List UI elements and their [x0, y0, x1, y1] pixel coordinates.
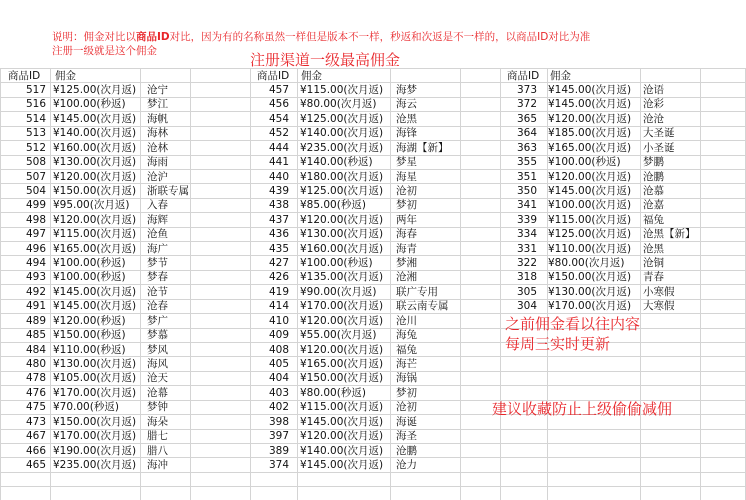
commission-cell[interactable]: ¥130.00(次月返) — [53, 156, 137, 169]
product-name-cell[interactable]: 海星 — [396, 170, 417, 183]
product-id-cell[interactable]: 499 — [25, 199, 46, 212]
product-id-cell[interactable]: 517 — [25, 84, 46, 96]
product-name-cell[interactable]: 梦星 — [396, 156, 417, 169]
product-id-cell[interactable]: 513 — [25, 127, 46, 140]
product-name-cell[interactable]: 海青 — [396, 242, 417, 255]
commission-cell[interactable]: ¥120.00(次月返) — [548, 170, 632, 183]
product-id-cell[interactable]: 305 — [516, 285, 537, 298]
commission-cell[interactable]: ¥145.00(次月返) — [548, 98, 632, 111]
product-name-cell[interactable]: 海林 — [147, 127, 168, 140]
product-name-cell[interactable]: 青春 — [643, 271, 664, 284]
product-name-cell[interactable]: 海雨 — [147, 156, 168, 169]
product-name-cell[interactable]: 梦春 — [147, 271, 168, 284]
product-name-cell[interactable]: 梦湘 — [396, 257, 417, 270]
commission-cell[interactable]: ¥170.00(次月返) — [53, 386, 137, 399]
header-id-3[interactable]: 商品ID — [507, 70, 540, 82]
product-id-cell[interactable]: 350 — [516, 184, 537, 197]
product-id-cell[interactable]: 426 — [268, 271, 289, 284]
commission-cell[interactable]: ¥125.00(次月返) — [300, 112, 384, 125]
commission-cell[interactable]: ¥160.00(次月返) — [300, 242, 384, 255]
product-name-cell[interactable]: 沧铜 — [643, 257, 664, 270]
product-name-cell[interactable]: 沧语 — [643, 84, 664, 96]
header-commission-3[interactable]: 佣金 — [550, 70, 571, 82]
product-name-cell[interactable]: 海芒 — [396, 357, 417, 370]
commission-cell[interactable]: ¥140.00(次月返) — [300, 444, 384, 457]
product-id-cell[interactable]: 404 — [268, 372, 289, 385]
product-name-cell[interactable]: 沧沧 — [643, 112, 664, 125]
product-name-cell[interactable]: 沧力 — [396, 458, 417, 471]
product-id-cell[interactable]: 456 — [268, 98, 289, 111]
product-name-cell[interactable]: 梦初 — [396, 386, 417, 399]
commission-cell[interactable]: ¥115.00(次月返) — [300, 84, 384, 96]
product-id-cell[interactable]: 508 — [25, 156, 46, 169]
commission-cell[interactable]: ¥120.00(次月返) — [53, 170, 137, 183]
commission-cell[interactable]: ¥165.00(次月返) — [548, 141, 632, 154]
commission-cell[interactable]: ¥125.00(次月返) — [53, 84, 137, 96]
product-id-cell[interactable]: 485 — [25, 329, 46, 342]
product-id-cell[interactable]: 465 — [25, 458, 46, 471]
product-name-cell[interactable]: 梦慕 — [147, 329, 168, 342]
commission-cell[interactable]: ¥105.00(次月返) — [53, 372, 137, 385]
product-name-cell[interactable]: 腊七 — [147, 430, 168, 443]
product-id-cell[interactable]: 351 — [516, 170, 537, 183]
product-name-cell[interactable]: 沧林 — [147, 141, 168, 154]
product-name-cell[interactable]: 海冲 — [147, 458, 168, 471]
commission-cell[interactable]: ¥140.00(次月返) — [53, 127, 137, 140]
commission-cell[interactable]: ¥160.00(次月返) — [53, 141, 137, 154]
grid-col-line — [140, 68, 141, 500]
commission-cell[interactable]: ¥100.00(秒返) — [53, 257, 126, 270]
product-name-cell[interactable]: 沧彩 — [643, 98, 664, 111]
commission-cell[interactable]: ¥120.00(次月返) — [300, 430, 384, 443]
commission-cell[interactable]: ¥150.00(次月返) — [53, 184, 137, 197]
update-note-line-1: 之前佣金看以往内容 — [505, 315, 641, 333]
product-id-cell[interactable]: 493 — [25, 271, 46, 284]
commission-cell[interactable]: ¥145.00(次月返) — [300, 458, 384, 471]
commission-cell[interactable]: ¥95.00(次月返) — [53, 199, 130, 212]
product-id-cell[interactable]: 437 — [268, 213, 289, 226]
commission-cell[interactable]: ¥80.00(次月返) — [300, 98, 377, 111]
commission-cell[interactable]: ¥110.00(秒返) — [53, 343, 126, 356]
product-name-cell[interactable]: 联广专用 — [396, 285, 438, 298]
product-id-cell[interactable]: 478 — [25, 372, 46, 385]
commission-cell[interactable]: ¥150.00(次月返) — [548, 271, 632, 284]
product-name-cell[interactable]: 沧慕 — [643, 184, 664, 197]
commission-cell[interactable]: ¥125.00(次月返) — [548, 228, 632, 241]
product-id-cell[interactable]: 466 — [25, 444, 46, 457]
product-name-cell[interactable]: 海诞 — [396, 415, 417, 428]
product-name-cell[interactable]: 沧宁 — [147, 84, 168, 96]
product-id-cell[interactable]: 512 — [25, 141, 46, 154]
product-id-cell[interactable]: 514 — [25, 112, 46, 125]
product-id-cell[interactable]: 403 — [268, 386, 289, 399]
product-name-cell[interactable]: 沧湘 — [396, 271, 417, 284]
product-id-cell[interactable]: 438 — [268, 199, 289, 212]
product-name-cell[interactable]: 海广 — [147, 242, 168, 255]
product-id-cell[interactable]: 331 — [516, 242, 537, 255]
product-name-cell[interactable]: 小圣诞 — [643, 141, 675, 154]
header-id-2[interactable]: 商品ID — [257, 70, 290, 82]
product-id-cell[interactable]: 304 — [516, 300, 537, 313]
product-id-cell[interactable]: 398 — [268, 415, 289, 428]
commission-cell[interactable]: ¥145.00(次月返) — [53, 112, 137, 125]
commission-cell[interactable]: ¥85.00(秒返) — [300, 199, 366, 212]
product-id-cell[interactable]: 441 — [268, 156, 289, 169]
product-name-cell[interactable]: 海锅 — [396, 372, 417, 385]
commission-cell[interactable]: ¥100.00(秒返) — [53, 271, 126, 284]
product-id-cell[interactable]: 341 — [516, 199, 537, 212]
commission-cell[interactable]: ¥115.00(次月返) — [53, 228, 137, 241]
product-id-cell[interactable]: 457 — [268, 84, 289, 96]
product-name-cell[interactable]: 沧黑【新】 — [643, 228, 696, 241]
product-name-cell[interactable]: 沧沪 — [147, 170, 168, 183]
product-name-cell[interactable]: 海春 — [396, 228, 417, 241]
commission-cell[interactable]: ¥140.00(次月返) — [300, 127, 384, 140]
commission-cell[interactable]: ¥235.00(次月返) — [53, 458, 137, 471]
product-name-cell[interactable]: 福兔 — [643, 213, 664, 226]
product-id-cell[interactable]: 318 — [516, 271, 537, 284]
product-id-cell[interactable]: 492 — [25, 285, 46, 298]
product-id-cell[interactable]: 507 — [25, 170, 46, 183]
product-name-cell[interactable]: 海云 — [396, 98, 417, 111]
product-name-cell[interactable]: 梦广 — [147, 314, 168, 327]
commission-cell[interactable]: ¥190.00(次月返) — [53, 444, 137, 457]
commission-cell[interactable]: ¥80.00(秒返) — [300, 386, 366, 399]
product-id-cell[interactable]: 355 — [516, 156, 537, 169]
note-line-1: 说明：佣金对比以商品ID对比，因为有的名称虽然一样但是版本不一样，秒返和次返是不一样的，以商品ID对比为准 — [52, 31, 591, 43]
product-id-cell[interactable]: 372 — [516, 98, 537, 111]
grid-row-line — [0, 472, 746, 473]
commission-cell[interactable]: ¥170.00(次月返) — [548, 300, 632, 313]
product-id-cell[interactable]: 364 — [516, 127, 537, 140]
product-name-cell[interactable]: 沧幕 — [147, 386, 168, 399]
grid-col-line — [0, 68, 1, 500]
commission-cell[interactable]: ¥120.00(次月返) — [300, 213, 384, 226]
commission-cell[interactable]: ¥135.00(次月返) — [300, 271, 384, 284]
product-name-cell[interactable]: 海兔 — [396, 329, 417, 342]
product-id-cell[interactable]: 467 — [25, 430, 46, 443]
product-name-cell[interactable]: 沧初 — [396, 184, 417, 197]
product-name-cell[interactable]: 联云南专属 — [396, 300, 449, 313]
product-id-cell[interactable]: 491 — [25, 300, 46, 313]
commission-cell[interactable]: ¥100.00(秒返) — [548, 156, 621, 169]
product-id-cell[interactable]: 484 — [25, 343, 46, 356]
commission-cell[interactable]: ¥130.00(次月返) — [300, 228, 384, 241]
product-name-cell[interactable]: 海圣 — [396, 430, 417, 443]
product-name-cell[interactable]: 入春 — [147, 199, 168, 212]
product-id-cell[interactable]: 494 — [25, 257, 46, 270]
grid-col-line — [640, 68, 641, 500]
commission-cell[interactable]: ¥235.00(次月返) — [300, 141, 384, 154]
product-id-cell[interactable]: 402 — [268, 401, 289, 414]
product-name-cell[interactable]: 小寒假 — [643, 285, 675, 298]
product-name-cell[interactable]: 沧鹏 — [643, 170, 664, 183]
commission-cell[interactable]: ¥170.00(次月返) — [300, 300, 384, 313]
product-id-cell[interactable]: 397 — [268, 430, 289, 443]
note-line-2: 注册一级就是这个佣金 — [52, 45, 157, 57]
product-id-cell[interactable]: 476 — [25, 386, 46, 399]
product-id-cell[interactable]: 480 — [25, 357, 46, 370]
commission-cell[interactable]: ¥100.00(秒返) — [300, 257, 373, 270]
product-name-cell[interactable]: 沧初 — [396, 401, 417, 414]
product-id-cell[interactable]: 405 — [268, 357, 289, 370]
product-name-cell[interactable]: 梦鹏 — [643, 156, 664, 169]
product-id-cell[interactable]: 440 — [268, 170, 289, 183]
product-id-cell[interactable]: 444 — [268, 141, 289, 154]
product-name-cell[interactable]: 海帆 — [147, 112, 168, 125]
commission-cell[interactable]: ¥115.00(次月返) — [548, 213, 632, 226]
commission-cell[interactable]: ¥115.00(次月返) — [300, 401, 384, 414]
header-commission-1[interactable]: 佣金 — [55, 70, 76, 82]
product-name-cell[interactable]: 沧春 — [147, 300, 168, 313]
product-name-cell[interactable]: 海风 — [147, 357, 168, 370]
commission-cell[interactable]: ¥120.00(秒返) — [53, 314, 126, 327]
product-id-cell[interactable]: 439 — [268, 184, 289, 197]
page-heading: 注册渠道一级最高佣金 — [250, 51, 401, 69]
product-id-cell[interactable]: 454 — [268, 112, 289, 125]
product-id-cell[interactable]: 427 — [268, 257, 289, 270]
grid-col-line — [50, 68, 51, 500]
product-name-cell[interactable]: 大寒假 — [643, 300, 675, 313]
product-id-cell[interactable]: 504 — [25, 184, 46, 197]
commission-cell[interactable]: ¥150.00(次月返) — [53, 415, 137, 428]
commission-cell[interactable]: ¥130.00(次月返) — [548, 285, 632, 298]
commission-cell[interactable]: ¥120.00(次月返) — [300, 314, 384, 327]
commission-cell[interactable]: ¥145.00(次月返) — [300, 415, 384, 428]
commission-cell[interactable]: ¥180.00(次月返) — [300, 170, 384, 183]
product-name-cell[interactable]: 沧黑 — [396, 112, 417, 125]
product-id-cell[interactable]: 410 — [268, 314, 289, 327]
product-id-cell[interactable]: 409 — [268, 329, 289, 342]
product-id-cell[interactable]: 389 — [268, 444, 289, 457]
product-name-cell[interactable]: 沧嘉 — [643, 199, 664, 212]
product-name-cell[interactable]: 海朵 — [147, 415, 168, 428]
product-name-cell[interactable]: 两年 — [396, 213, 417, 226]
product-id-cell[interactable]: 334 — [516, 228, 537, 241]
product-name-cell[interactable]: 梦钟 — [147, 401, 168, 414]
product-name-cell[interactable]: 福兔 — [396, 343, 417, 356]
product-name-cell[interactable]: 海湖【新】 — [396, 141, 449, 154]
commission-cell[interactable]: ¥140.00(秒返) — [300, 156, 373, 169]
product-id-cell[interactable]: 516 — [25, 98, 46, 111]
commission-cell[interactable]: ¥100.00(次月返) — [548, 199, 632, 212]
product-name-cell[interactable]: 海锋 — [396, 127, 417, 140]
update-note-line-2: 每周三实时更新 — [505, 335, 611, 353]
product-id-cell[interactable]: 322 — [516, 257, 537, 270]
header-commission-2[interactable]: 佣金 — [301, 70, 322, 82]
product-name-cell[interactable]: 浙联专属 — [147, 184, 189, 197]
commission-cell[interactable]: ¥120.00(次月返) — [300, 343, 384, 356]
product-id-cell[interactable]: 473 — [25, 415, 46, 428]
commission-cell[interactable]: ¥120.00(次月返) — [548, 112, 632, 125]
commission-cell[interactable]: ¥170.00(次月返) — [53, 430, 137, 443]
product-name-cell[interactable]: 沧黑 — [643, 242, 664, 255]
grid-col-line — [700, 68, 701, 500]
product-id-cell[interactable]: 419 — [268, 285, 289, 298]
product-name-cell[interactable]: 梦节 — [147, 257, 168, 270]
product-name-cell[interactable]: 梦江 — [147, 98, 168, 111]
grid-col-line — [297, 68, 298, 500]
product-name-cell[interactable]: 大圣诞 — [643, 127, 675, 140]
commission-cell[interactable]: ¥70.00(秒返) — [53, 401, 119, 414]
product-name-cell[interactable]: 梦初 — [396, 199, 417, 212]
product-name-cell[interactable]: 沧天 — [147, 372, 168, 385]
product-name-cell[interactable]: 腊八 — [147, 444, 168, 457]
product-id-cell[interactable]: 497 — [25, 228, 46, 241]
commission-cell[interactable]: ¥145.00(次月返) — [548, 84, 632, 96]
product-id-cell[interactable]: 363 — [516, 141, 537, 154]
commission-cell[interactable]: ¥145.00(次月返) — [548, 184, 632, 197]
product-name-cell[interactable]: 沧川 — [396, 314, 417, 327]
commission-cell[interactable]: ¥80.00(次月返) — [548, 257, 625, 270]
product-id-cell[interactable]: 496 — [25, 242, 46, 255]
commission-cell[interactable]: ¥150.00(次月返) — [300, 372, 384, 385]
collect-note: 建议收藏防止上级偷偷减佣 — [492, 400, 673, 418]
commission-cell[interactable]: ¥125.00(次月返) — [300, 184, 384, 197]
grid-col-line — [190, 68, 191, 500]
product-id-cell[interactable]: 365 — [516, 112, 537, 125]
product-id-cell[interactable]: 436 — [268, 228, 289, 241]
product-id-cell[interactable]: 373 — [516, 84, 537, 96]
product-name-cell[interactable]: 梦风 — [147, 343, 168, 356]
commission-cell[interactable]: ¥100.00(秒返) — [53, 98, 126, 111]
commission-cell[interactable]: ¥145.00(次月返) — [53, 285, 137, 298]
product-id-cell[interactable]: 435 — [268, 242, 289, 255]
grid-col-line — [390, 68, 391, 500]
commission-cell[interactable]: ¥130.00(次月返) — [53, 357, 137, 370]
product-id-cell[interactable]: 339 — [516, 213, 537, 226]
product-id-cell[interactable]: 489 — [25, 314, 46, 327]
product-name-cell[interactable]: 沧鹏 — [396, 444, 417, 457]
product-name-cell[interactable]: 海辉 — [147, 213, 168, 226]
grid-row-line — [0, 82, 746, 83]
grid-col-line — [250, 68, 251, 500]
commission-cell[interactable]: ¥165.00(次月返) — [53, 242, 137, 255]
commission-cell[interactable]: ¥150.00(秒返) — [53, 329, 126, 342]
product-id-cell[interactable]: 452 — [268, 127, 289, 140]
product-id-cell[interactable]: 374 — [268, 458, 289, 471]
commission-cell[interactable]: ¥90.00(次月返) — [300, 285, 377, 298]
grid-col-line — [460, 68, 461, 500]
commission-cell[interactable]: ¥120.00(次月返) — [53, 213, 137, 226]
product-id-cell[interactable]: 498 — [25, 213, 46, 226]
header-id-1[interactable]: 商品ID — [8, 70, 41, 82]
commission-cell[interactable]: ¥110.00(次月返) — [548, 242, 632, 255]
product-id-cell[interactable]: 475 — [25, 401, 46, 414]
commission-cell[interactable]: ¥55.00(次月返) — [300, 329, 377, 342]
product-id-cell[interactable]: 414 — [268, 300, 289, 313]
commission-cell[interactable]: ¥165.00(次月返) — [300, 357, 384, 370]
commission-cell[interactable]: ¥145.00(次月返) — [53, 300, 137, 313]
commission-cell[interactable]: ¥185.00(次月返) — [548, 127, 632, 140]
grid-row-line — [0, 486, 746, 487]
product-id-cell[interactable]: 408 — [268, 343, 289, 356]
product-name-cell[interactable]: 海梦 — [396, 84, 417, 96]
product-name-cell[interactable]: 沧节 — [147, 285, 168, 298]
product-name-cell[interactable]: 沧鱼 — [147, 228, 168, 241]
